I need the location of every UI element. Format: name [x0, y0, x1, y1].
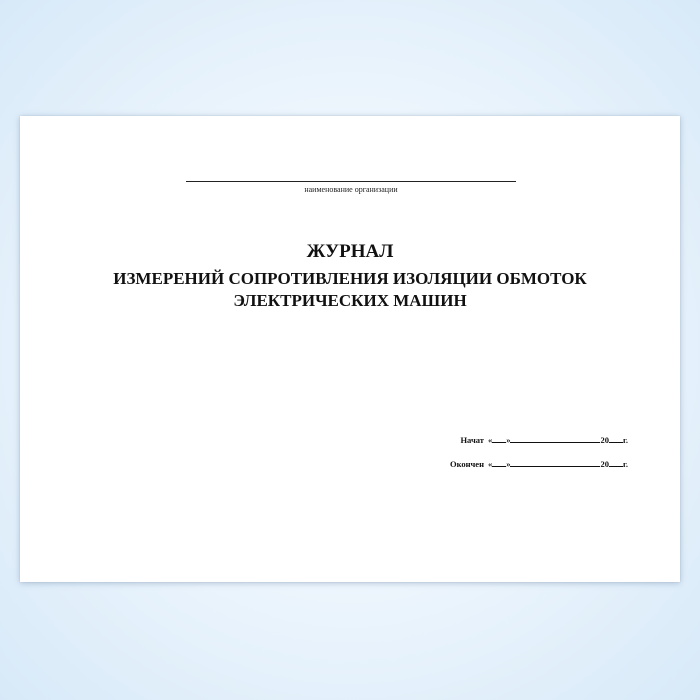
- end-date-row: [388, 458, 628, 470]
- start-date-label: Начат: [460, 435, 484, 445]
- journal-subtitle-line-1: ИЗМЕРЕНИЙ СОПРОТИВЛЕНИЯ ИЗОЛЯЦИИ ОБМОТОК: [113, 269, 587, 288]
- end-day-blank: [492, 458, 506, 467]
- organization-caption: наименование организации: [304, 185, 398, 194]
- end-year-prefix: 20: [600, 459, 609, 469]
- end-quote-open: «: [487, 459, 493, 469]
- organization-name-line: [186, 181, 516, 182]
- journal-subtitle-line-2: ЭЛЕКТРИЧЕСКИХ МАШИН: [233, 291, 467, 310]
- journal-cover-sheet: [20, 116, 680, 582]
- start-day-blank: [492, 434, 506, 443]
- start-year-prefix: 20: [600, 435, 609, 445]
- start-year-suffix: г.: [622, 435, 628, 445]
- journal-dates: [388, 434, 628, 482]
- end-year-suffix: г.: [622, 459, 628, 469]
- title-block: [20, 240, 680, 312]
- start-quote-close: »: [506, 435, 511, 445]
- end-quote-close: »: [506, 459, 511, 469]
- end-year-blank: [609, 458, 623, 467]
- journal-title: ЖУРНАЛ: [306, 241, 394, 262]
- start-date-row: [388, 434, 628, 446]
- start-quote-open: «: [487, 435, 493, 445]
- end-month-blank: [510, 458, 600, 467]
- start-year-blank: [609, 434, 623, 443]
- start-month-blank: [510, 434, 600, 443]
- end-date-label: Окончен: [449, 459, 484, 469]
